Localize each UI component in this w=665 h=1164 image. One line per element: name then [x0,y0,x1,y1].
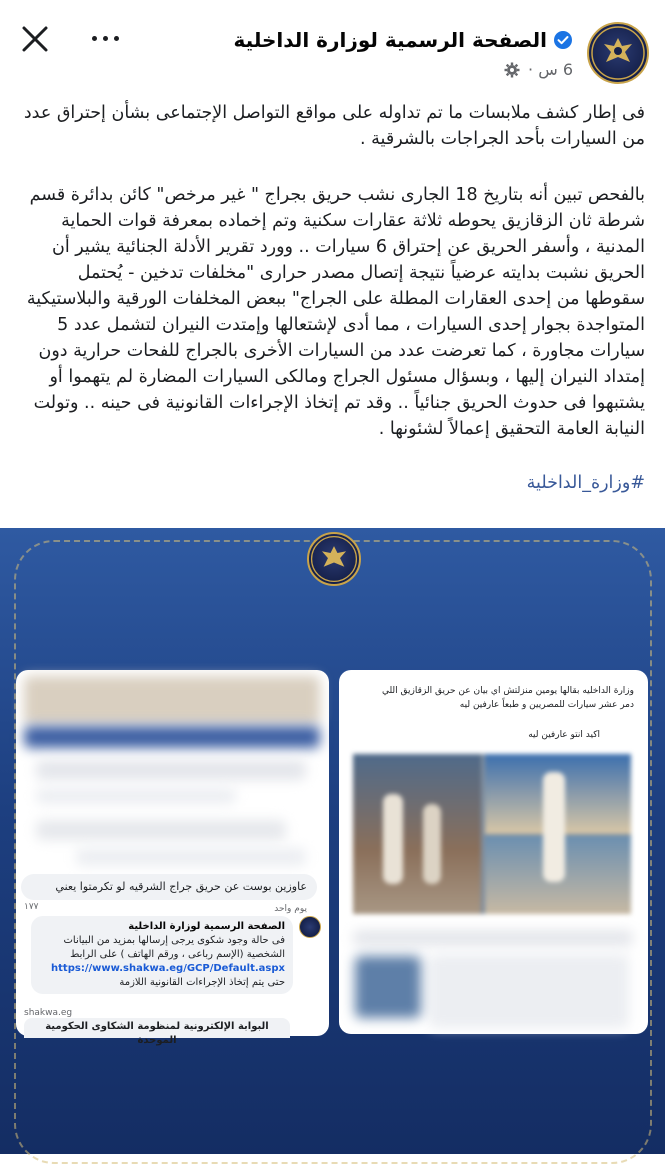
post-image[interactable] [0,528,665,1154]
police-eagle-logo-icon [589,24,647,82]
link-domain: shakwa.eg [24,1008,73,1018]
post-meta [504,60,573,79]
comment-count: ١٧٧ [24,902,39,912]
gear-icon[interactable] [504,62,520,78]
post-header [0,0,665,100]
blurred-region [24,726,320,748]
link-preview-title: البوابة الإلكترونية لمنظومة الشكاوى الحكومية الموحدة [24,1018,290,1038]
comment-time: يوم واحد [274,904,307,914]
blurred-region [36,788,236,804]
reply-text: فى حالة وجود شكوى يرجى إرسالها بمزيد من البيانات الشخصية (الإسم رباعى ، ورقم الهاتف ) على الرابط [63,935,285,960]
page-reply [31,916,293,994]
quoted-post-text-2: اكيد انتو عارفين ليه [528,730,600,740]
quoted-post-text: وزارة الداخليه بقالها يومين منزلتش اي بيان عن حريق الزقازيق اللي دمر عشر سيارات للمصريين و طبعاً عارفين ليه [381,686,634,710]
photo-collage [353,754,631,914]
hashtag-link[interactable]: #وزارة_الداخلية [526,473,645,493]
more-horizontal-icon[interactable] [88,28,124,48]
post-paragraph-details: بالفحص تبين أنه بتاريخ 18 الجارى نشب حريق بجراج " غير مرخص" كائن بدائرة قسم شرطة ثان الزقازيق يحوطه ثلاثة عقارات سكنية وتم إخماده بمعرفة قوات الحماية المدنية ، وأسفر الحريق عن إحتراق 6 سيارات .. وورد تقرير الأدلة الجنائية يشير أن الحريق نشبت بدايته عرضياً نتيجة إتصال مصدر حرارى "مخلفات تدخين - يُحتمل سقوطها من إحدى العقارات المطلة على الجراج" ببعض المخلفات الورقية والبلاستيكية المتواجدة بجوار إحدى السيارات ، مما أدى لإشتعالها وإمتدت النيران لتشمل عدد 5 سيارات مجاورة ، كما تعرضت عدد من السيارات الأخرى بالجراج للفحات حرارية دون إمتداد النيران إليها ، وبسؤال مسئول الجراج ومالكى السيارات المضارة لم يتهموا أو يشتبهوا فى حدوث الحريق جنائياً .. وقد تم إتخاذ الإجراءات القانونية فى حينه .. وتولت النيابة العامة التحقيق إعمالاً لشئونها . [26,185,645,439]
blurred-region [353,930,633,946]
reply-link: https://www.shakwa.eg/GCP/Default.aspx [51,963,285,974]
reply-tail: حتى يتم إتخاذ الإجراءات القانونية اللازمة [119,977,285,988]
page-avatar[interactable] [587,22,649,84]
blurred-region [355,956,421,1018]
blurred-region [36,820,286,840]
page-name[interactable]: الصفحة الرسمية لوزارة الداخلية [233,28,547,52]
post-body [20,100,645,496]
embedded-screenshot-post [339,670,648,1034]
verified-badge-icon [553,30,573,50]
blurred-region [76,848,306,866]
blurred-region [429,954,629,1028]
embedded-screenshot-comments [16,670,329,1046]
user-comment: عاوزين بوست عن حريق جراج الشرقيه لو تكرمتوا يعني [21,874,317,900]
blurred-region [36,760,306,780]
post-time[interactable]: 6 س · [528,60,573,79]
reply-avatar [299,916,321,938]
post-paragraph-intro: فى إطار كشف ملابسات ما تم تداوله على مواقع التواصل الإجتماعى بشأن إحتراق عدد من السيارات بأحد الجراجات بالشرقية . [23,103,645,149]
blurred-region [24,676,320,724]
reply-author: الصفحة الرسمية لوزارة الداخلية [128,921,285,932]
page-name-row [234,28,573,52]
close-icon[interactable] [20,24,50,54]
media-police-logo-icon [307,532,361,586]
